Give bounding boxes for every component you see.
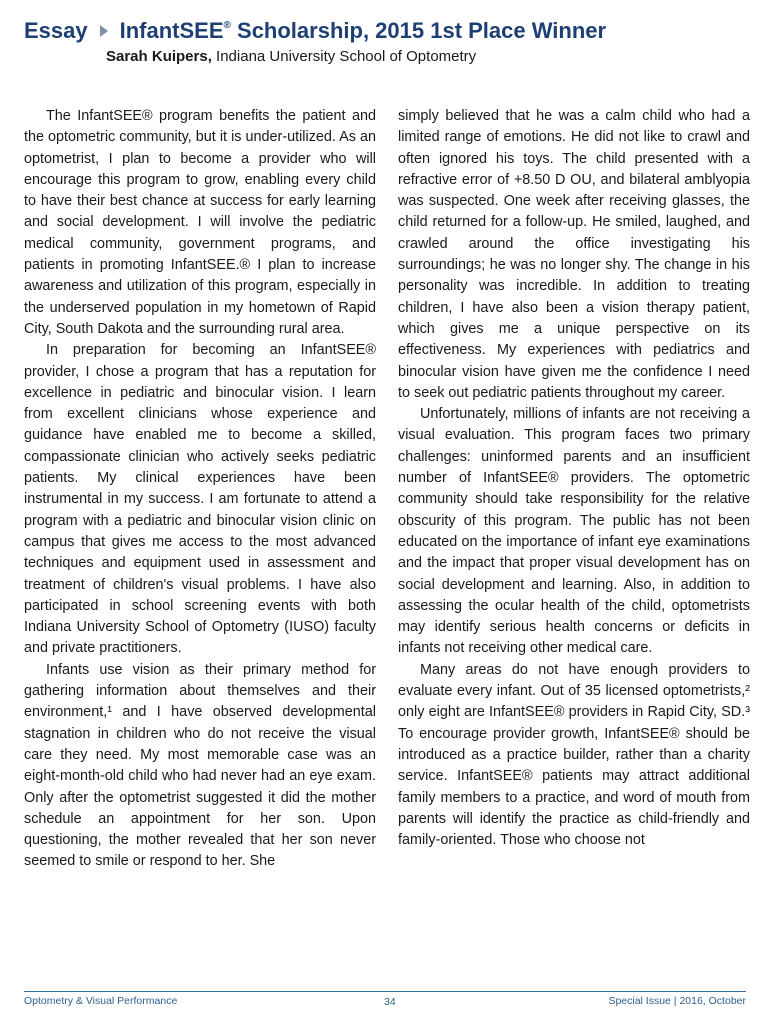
byline	[106, 48, 754, 65]
paragraph: Many areas do not have enough providers to evaluate every infant. Out of 35 licensed optometrists,² only eight are InfantSEE® providers in Rapid City, SD.³ To encourage provider growth, InfantSEE® should be introduced as a practice builder, rather than a charity service. InfantSEE® patients may attract additional family members to a practice, and word of mouth from parents will identify the practice as child-friendly and family-oriented. Those who choose not	[398, 661, 750, 849]
title-prefix: InfantSEE	[119, 18, 224, 43]
paragraph: The InfantSEE® program benefits the patient and the optometric community, but it is under-utilized. As an optometrist, I plan to become a provider who will encourage this program to grow, enabling every child to have their best chance at success for early learning and social development. I will involve the pediatric medical community, government programs, and patients in promoting InfantSEE.® I plan to increase awareness and utilization of this program, especially in the underserved population in my hometown of Rapid City, South Dakota and the surrounding rural area.	[24, 108, 376, 337]
article-header	[24, 18, 754, 65]
paragraph: In preparation for becoming an InfantSEE® provider, I chose a program that has a reputation for excellence in pediatric and binocular vision. I learn from excellent clinicians whose experience and guidance have enabled me to become a skilled, compassionate clinician who actively seeks pediatric patients. My clinical experiences have been instrumental in my success. I am fortunate to attend a program with a pediatric and binocular vision clinic on campus that gives me access to the most advanced techniques and equipment used in assessment and treatment of children's visual problems. I have also participated in school screening events with both Indiana University School of Optometry (IUSO) faculty and private practitioners.	[24, 342, 376, 657]
title-suffix: Scholarship, 2015 1st Place Winner	[230, 18, 607, 43]
page-footer	[24, 991, 746, 1007]
issue-info: Special Issue | 2016, October	[608, 995, 746, 1007]
paragraph: Infants use vision as their primary method for gathering information about themselves and their environment,¹ and I have observed developmental stagnation in children who do not receive the visual care they need. My most memorable case was an eight-month-old child who had never had an eye exam. Only after the optometrist suggested it did the mother schedule an appointment for her son. Upon questioning, the mother revealed that her son never seemed to smile or respond to her. She	[24, 661, 376, 870]
section-label: Essay	[24, 18, 88, 43]
page-number: 34	[384, 996, 396, 1008]
triangle-arrow-icon	[100, 25, 108, 37]
title-registered-mark: ®	[223, 20, 231, 31]
left-column	[24, 106, 376, 873]
journal-name: Optometry & Visual Performance	[24, 995, 178, 1007]
paragraph: Unfortunately, millions of infants are not receiving a visual evaluation. This program faces two primary challenges: uninformed parents and an insufficient number of InfantSEE® providers. The optometric community should take responsibility for the relative obscurity of this program. The public has not been educated on the importance of infant eye examinations and the impact that proper visual development has on social development and learning. Also, in addition to assessing the ocular health of the child, optometrists may identify serious health concerns or deficits in infants not receiving other medical care.	[398, 406, 750, 657]
paragraph-continued: simply believed that he was a calm child who had a limited range of emotions. He did not like to crawl and often ignored his toys. The child presented with a refractive error of +8.50 D OU, and bilateral amblyopia was suspected. One week after receiving glasses, the child returned for a follow-up. He smiled, laughed, and crawled around the office investigating his surroundings; he was no longer shy. The change in his personality was incredible. In addition to treating children, I have also been a vision therapy patient, which gives me a unique perspective on its effectiveness. My experiences with pediatrics and binocular vision have given me the confidence I need to seek out pediatric patients throughout my career.	[398, 108, 750, 401]
article-title	[120, 18, 606, 44]
title-line	[24, 18, 754, 44]
article-body	[24, 106, 750, 873]
right-column	[398, 106, 750, 873]
author-name: Sarah Kuipers,	[106, 48, 212, 65]
author-affiliation: Indiana University School of Optometry	[211, 48, 477, 65]
